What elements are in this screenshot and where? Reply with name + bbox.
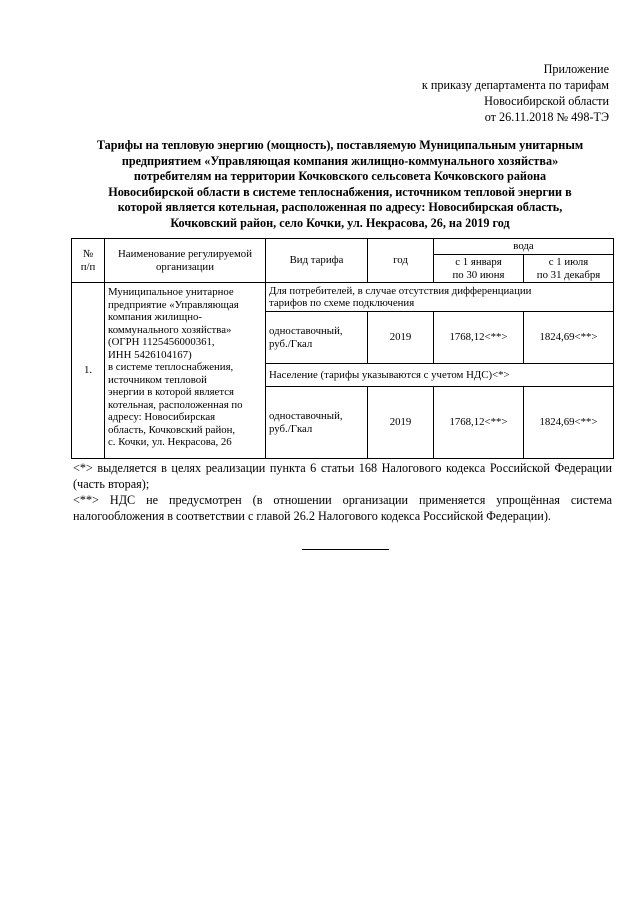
header-organization: Наименование регулируемой организации (105, 239, 266, 283)
title-line: Тарифы на тепловую энергию (мощность), поставляемую Муниципальным унитарным (96, 138, 584, 152)
end-divider (302, 549, 389, 550)
annex-header (422, 61, 609, 125)
header-water: вода (434, 239, 614, 255)
header-tariff-type: Вид тарифа (266, 239, 368, 283)
tariff-table (71, 238, 614, 459)
title-line: потребителям на территории Кочковского сельсовета Кочковского района (133, 169, 547, 183)
header-year: год (368, 239, 434, 283)
value-cell-period-1: 1768,12<**> (434, 387, 524, 459)
title-line: Кочковский район, село Кочки, ул. Некрасова, 26, на 2019 год (170, 215, 510, 230)
organization-cell: Муниципальное унитарное предприятие «Управляющая компания жилищно- коммунального хозяйства» (ОГРН 1125456000361, ИНН 5426104167) в системе теплоснабжения, источником тепловой энергии в которой является котельная, расположенная по адресу: Новосибирская область, Кочковский район, с. Кочки, ул. Некрасова, 26 (105, 283, 266, 459)
value-cell-period-2: 1824,69<**> (524, 387, 614, 459)
section-label-general: Для потребителей, в случае отсутствия дифференциации тарифов по схеме подключения (266, 283, 614, 312)
title-line: предприятием «Управляющая компания жилищно-коммунального хозяйства» (121, 153, 559, 168)
footnote-vat-included: <*> выделяется в целях реализации пункта 6 статьи 168 Налогового кодекса Российской Федерации (часть вторая); (73, 461, 612, 491)
tariff-type-cell: одноставочный, руб./Гкал (266, 312, 368, 364)
document-title (66, 138, 614, 231)
row-number: 1. (72, 283, 105, 459)
footnotes (73, 460, 612, 524)
title-line: которой является котельная, расположенная по адресу: Новосибирская область, (117, 200, 563, 214)
annex-line: Приложение (543, 62, 609, 76)
annex-line: Новосибирской области (484, 94, 609, 108)
year-cell: 2019 (368, 312, 434, 364)
year-cell: 2019 (368, 387, 434, 459)
value-cell-period-2: 1824,69<**> (524, 312, 614, 364)
annex-line: к приказу департамента по тарифам (421, 78, 609, 92)
title-line: Новосибирской области в системе теплоснабжения, источником тепловой энергии в (108, 184, 572, 199)
header-number: № п/п (72, 239, 105, 283)
header-period-1: с 1 января по 30 июня (434, 255, 524, 283)
section-label-population: Население (тарифы указываются с учетом НДС)<*> (266, 364, 614, 387)
annex-line: от 26.11.2018 № 498-ТЭ (484, 110, 609, 124)
footnote-vat-exempt: <**> НДС не предусмотрен (в отношении организации применяется упрощённая система налогообложения в соответствии с главой 26.2 Налогового кодекса Российской Федерации). (73, 493, 612, 523)
tariff-type-cell: одноставочный, руб./Гкал (266, 387, 368, 459)
value-cell-period-1: 1768,12<**> (434, 312, 524, 364)
header-period-2: с 1 июля по 31 декабря (524, 255, 614, 283)
